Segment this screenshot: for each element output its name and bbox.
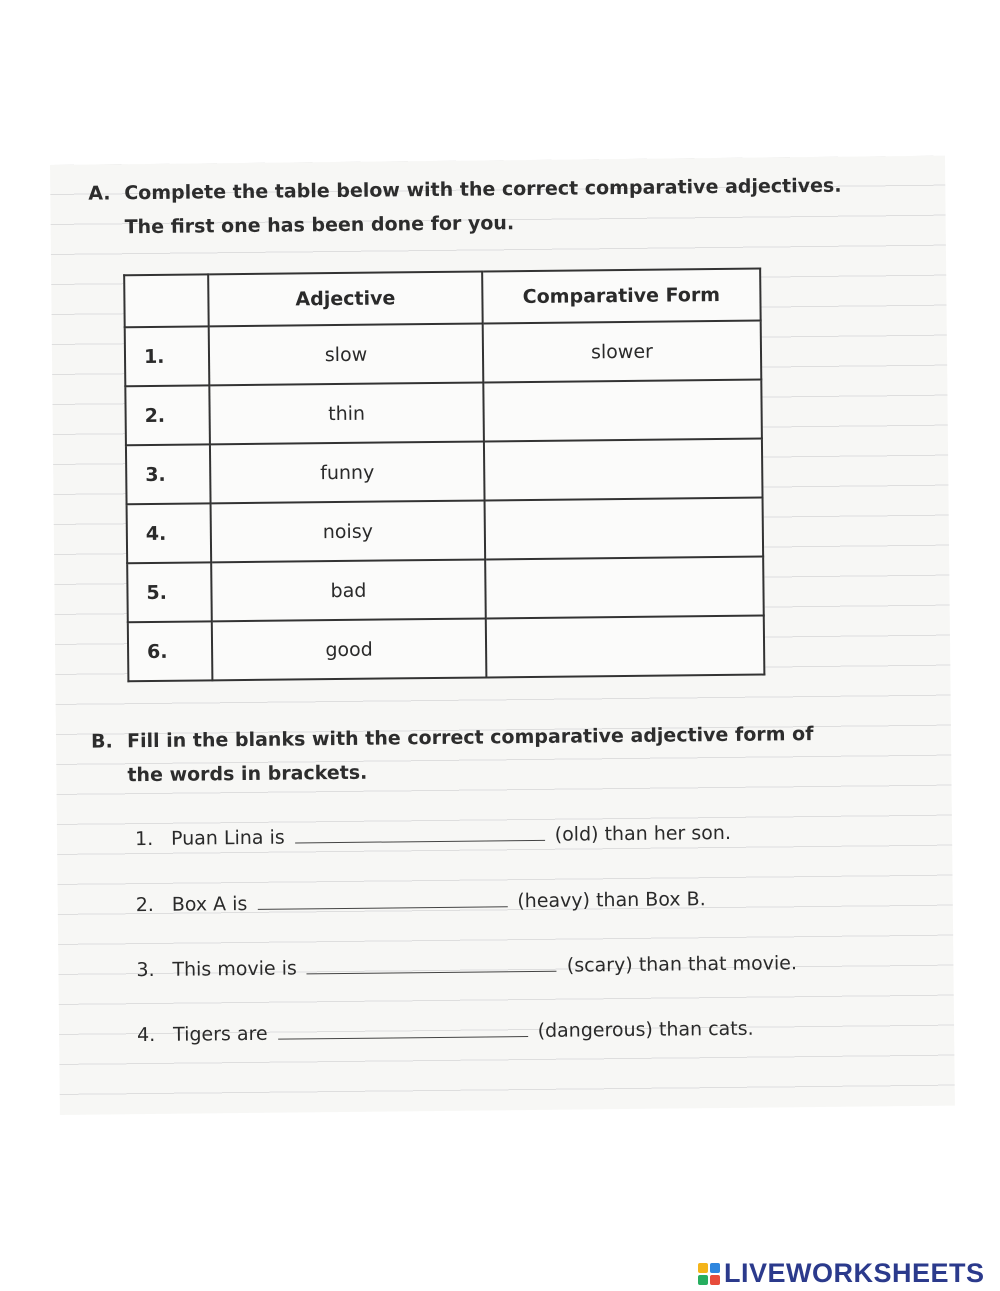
sentence-before-text: Puan Lina is — [170, 826, 285, 850]
sentence-number: 1. — [134, 827, 154, 851]
table-row — [125, 380, 762, 446]
row-number: 6. — [128, 621, 213, 681]
row-number: 3. — [126, 444, 211, 504]
row-comparative-answer: slower — [483, 321, 762, 383]
section-a-instruction-line2: The first one has been done for you. — [124, 212, 515, 239]
sentence-before-text: Tigers are — [172, 1022, 268, 1046]
logo-square — [698, 1263, 708, 1273]
logo-square — [710, 1263, 720, 1273]
sentence-item — [137, 1016, 754, 1046]
logo-square — [698, 1275, 708, 1285]
brand-text: LIVEWORKSHEETS — [724, 1258, 985, 1288]
row-adjective: slow — [209, 323, 484, 385]
section-b-letter: B. — [90, 730, 113, 753]
row-adjective: thin — [209, 382, 484, 444]
row-adjective: funny — [210, 441, 485, 503]
answer-blank[interactable] — [257, 888, 507, 910]
sentence-number: 3. — [136, 958, 155, 982]
liveworksheets-logo-icon — [698, 1263, 720, 1285]
liveworksheets-brand — [698, 1258, 985, 1289]
row-number: 1. — [125, 326, 210, 386]
row-comparative-answer-field[interactable] — [485, 498, 764, 560]
sentence-number: 2. — [135, 893, 155, 917]
section-b-instruction-line2: the words in brackets. — [127, 761, 368, 787]
section-b-instructions — [91, 717, 814, 793]
row-comparative-answer-field[interactable] — [484, 439, 763, 501]
sentence-before-text: Box A is — [171, 892, 248, 916]
row-comparative-answer-field[interactable] — [486, 616, 765, 678]
row-comparative-answer-field[interactable] — [483, 380, 762, 442]
sentence-item — [136, 886, 706, 916]
worksheet-page — [50, 156, 955, 1115]
section-b-instruction-line1: Fill in the blanks with the correct comparative adjective form of — [126, 723, 814, 753]
row-adjective: bad — [211, 559, 486, 621]
row-number: 4. — [127, 503, 212, 563]
table-header-row — [124, 269, 761, 328]
table-row — [126, 439, 763, 505]
sentence-item — [135, 820, 731, 850]
row-adjective: noisy — [211, 500, 486, 562]
table-row — [125, 321, 762, 387]
logo-square — [710, 1275, 720, 1285]
sentence-after-text: (dangerous) than cats. — [537, 1017, 754, 1042]
sentence-after-text: (heavy) than Box B. — [517, 888, 706, 913]
sentence-item — [136, 950, 797, 981]
row-adjective: good — [212, 618, 487, 680]
section-a-instruction-line1: Complete the table below with the correct comparative adjectives. — [124, 174, 842, 205]
row-number: 2. — [125, 385, 210, 445]
answer-blank[interactable] — [278, 1018, 528, 1040]
table-header-adjective: Adjective — [208, 271, 483, 326]
table-row — [127, 557, 764, 623]
row-number: 5. — [127, 562, 212, 622]
row-comparative-answer-field[interactable] — [485, 557, 764, 619]
section-a-letter: A. — [88, 182, 111, 205]
sentence-after-text: (scary) than that movie. — [566, 952, 798, 977]
sentence-after-text: (old) than her son. — [554, 821, 732, 846]
table-header-number — [124, 274, 209, 327]
table-row — [127, 498, 764, 564]
comparative-adjectives-table — [123, 268, 765, 683]
table-row — [128, 616, 765, 682]
sentence-before-text: This movie is — [172, 957, 297, 981]
answer-blank[interactable] — [307, 953, 557, 975]
sentence-number: 4. — [137, 1023, 156, 1047]
table-header-comparative: Comparative Form — [482, 269, 761, 324]
section-a-instructions — [88, 169, 842, 245]
answer-blank[interactable] — [295, 822, 545, 844]
